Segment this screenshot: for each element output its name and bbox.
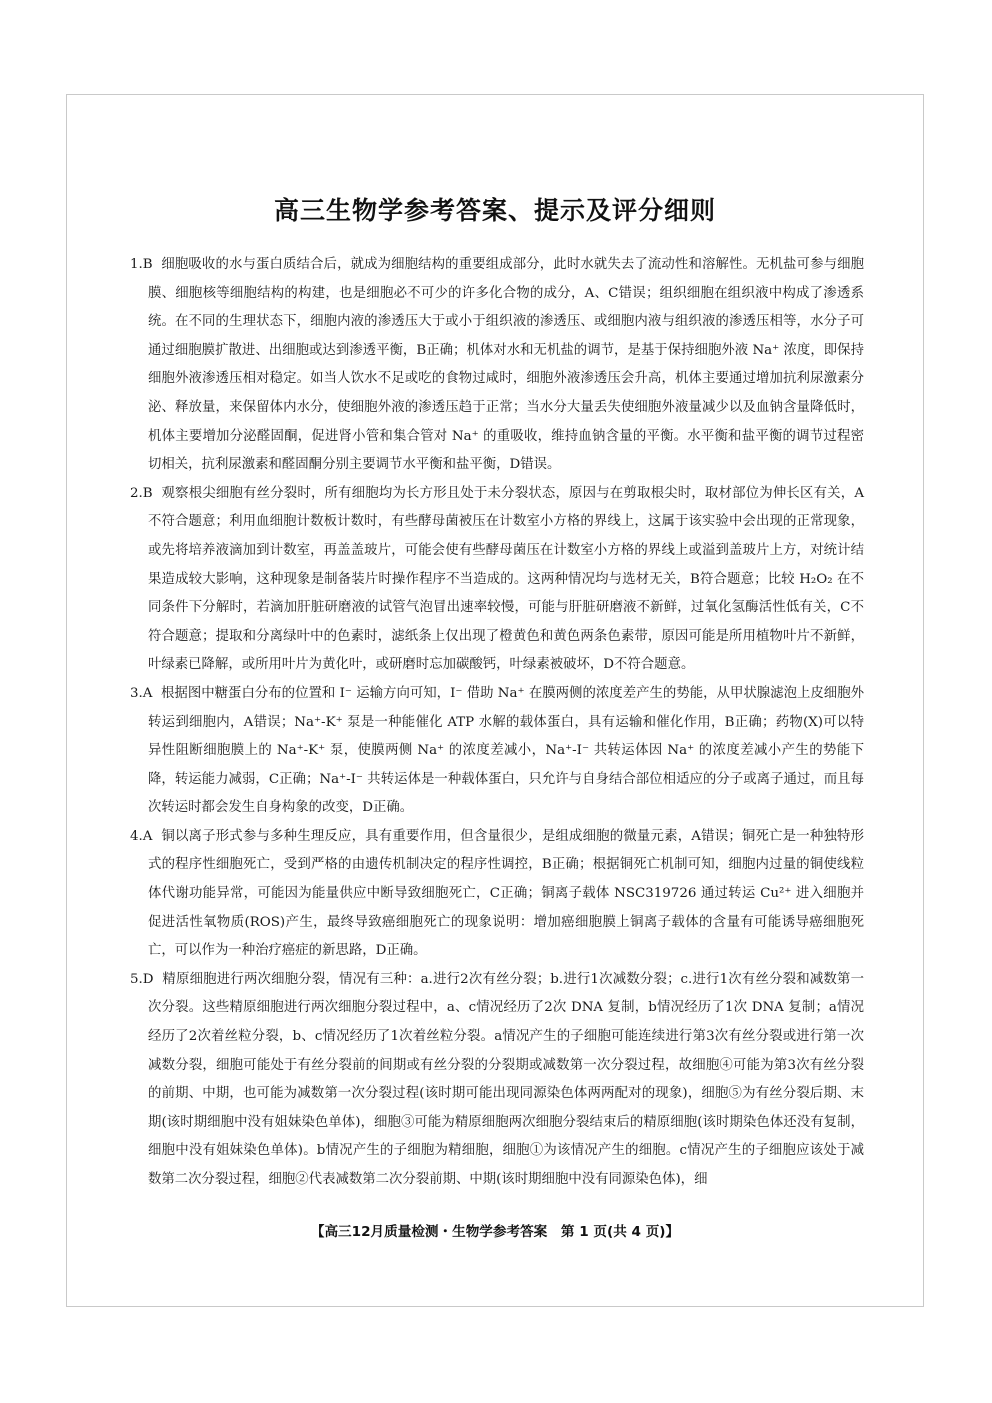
answer-item [130, 251, 864, 480]
page-title: 高三生物学参考答案、提示及评分细则 [273, 196, 716, 225]
answer-item [130, 966, 864, 1195]
answer-text: 观察根尖细胞有丝分裂时，所有细胞均为长方形且处于未分裂状态，原因与在剪取根尖时，取材部位为伸长区有关，A不符合题意；利用血细胞计数板计数时，有些酵母菌被压在计数室小方格的界线上，这属于该实验中会出现的正常现象，或先将培养液滴加到计数室，再盖盖玻片，可能会使有些酵母菌压在计数室小方格的界线上或溢到盖玻片上方，对统计结果造成较大影响，这种现象是制备装片时操作程序不当造成的。这两种情况均与选材无关，B符合题意；比较 H₂O₂ 在不同条件下分解时，若滴加肝脏研磨液的试管气泡冒出速率较慢，可能与肝脏研磨液不新鲜，过氧化氢酶活性低有关，C不符合题意；提取和分离绿叶中的色素时，滤纸条上仅出现了橙黄色和黄色两条色素带，原因可能是所用植物叶片不新鲜，叶绿素已降解，或所用叶片为黄化叶，或研磨时忘加碳酸钙，叶绿素被破坏，D不符合题意。 [148, 485, 864, 673]
answer-text: 根据图中糖蛋白分布的位置和 I⁻ 运输方向可知，I⁻ 借助 Na⁺ 在膜两侧的浓度差产生的势能，从甲状腺滤泡上皮细胞外转运到细胞内，A错误；Na⁺-K⁺ 泵是一种能催化 ATP 水解的载体蛋白，具有运输和催化作用，B正确；药物(X)可以特异性阻断细胞膜上的 Na⁺-K⁺ 泵，使膜两侧 Na⁺ 的浓度差减小，Na⁺-I⁻ 共转运体因 Na⁺ 的浓度差减小产生的势能下降，转运能力减弱，C正确；Na⁺-I⁻ 共转运体是一种载体蛋白，只允许与自身结合部位相适应的分子或离子通过，而且每次转运时都会发生自身构象的改变，D正确。 [148, 685, 865, 816]
answer-number: 5.D [130, 971, 154, 987]
answer-item [130, 823, 864, 966]
answer-text: 细胞吸收的水与蛋白质结合后，就成为细胞结构的重要组成部分，此时水就失去了流动性和溶解性。无机盐可参与细胞膜、细胞核等细胞结构的构建，也是细胞必不可少的许多化合物的成分，A、C错误；组织细胞在组织液中构成了渗透系统。在不同的生理状态下，细胞内液的渗透压大于或小于组织液的渗透压、或细胞内液与组织液的渗透压相等，水分子可通过细胞膜扩散进、出细胞或达到渗透平衡，B正确；机体对水和无机盐的调节，是基于保持细胞外液 Na⁺ 浓度，即保持细胞外液渗透压相对稳定。如当人饮水不足或吃的食物过咸时，细胞外液渗透压会升高，机体主要通过增加抗利尿激素分泌、释放量，来保留体内水分，使细胞外液的渗透压趋于正常；当水分大量丢失使细胞外液量减少以及血钠含量降低时，机体主要增加分泌醛固酮，促进肾小管和集合管对 Na⁺ 的重吸收，维持血钠含量的平衡。水平衡和盐平衡的调节过程密切相关，抗利尿激素和醛固酮分别主要调节水平衡和盐平衡，D错误。 [148, 257, 864, 473]
answer-body [130, 251, 864, 1195]
answer-number: 1.B [130, 257, 153, 272]
answer-number: 4.A [130, 828, 153, 844]
answer-number: 2.B [130, 485, 153, 501]
answer-text: 精原细胞进行两次细胞分裂，情况有三种：a.进行2次有丝分裂；b.进行1次减数分裂；c.进行1次有丝分裂和减数第一次分裂。这些精原细胞进行两次细胞分裂过程中，a、c情况经历了2次 DNA 复制，b情况经历了1次 DNA 复制；a情况经历了2次着丝粒分裂，b、c情况经历了1次着丝粒分裂。a情况产生的子细胞可能连续进行第3次有丝分裂或进行第一次减数分裂，细胞可能处于有丝分裂前的间期或有丝分裂的分裂期或减数第一次分裂过程，故细胞④可能为第3次有丝分裂的前期、中期，也可能为减数第一次分裂过程(该时期可能出现同源染色体两两配对的现象)，细胞⑤为有丝分裂后期、末期(该时期细胞中没有姐妹染色单体)，细胞③可能为精原细胞两次细胞分裂结束后的精原细胞(该时期染色体还没有复制，细胞中没有姐妹染色单体)。b情况产生的子细胞为精细胞，细胞①为该情况产生的细胞。c情况产生的子细胞应该处于减数第二次分裂过程，细胞②代表减数第二次分裂前期、中期(该时期细胞中没有同源染色体)，细 [148, 971, 864, 1187]
answer-text: 铜以离子形式参与多种生理反应，具有重要作用，但含量很少，是组成细胞的微量元素，A错误；铜死亡是一种独特形式的程序性细胞死亡，受到严格的由遗传机制决定的程序性调控，B正确；根据铜死亡机制可知，细胞内过量的铜使线粒体代谢功能异常，可能因为能量供应中断导致细胞死亡，C正确；铜离子载体 NSC319726 通过转运 Cu²⁺ 进入细胞并促进活性氧物质(ROS)产生，最终导致癌细胞死亡的现象说明：增加癌细胞膜上铜离子载体的含量有可能诱导癌细胞死亡，可以作为一种治疗癌症的新思路，D正确。 [148, 828, 865, 959]
answer-number: 3.A [130, 685, 153, 701]
answer-item [130, 480, 864, 680]
answer-item [130, 680, 864, 823]
page-footer: 【高三12月质量检测・生物学参考答案 第 1 页(共 4 页)】 [310, 1224, 680, 1240]
answer-sheet [66, 94, 924, 1307]
